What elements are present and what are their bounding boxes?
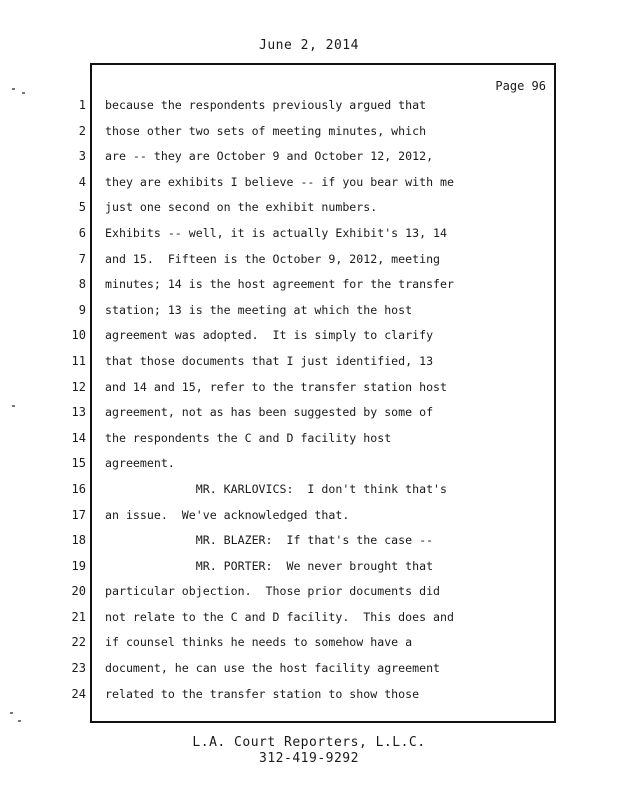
line-number: 23 [71, 661, 86, 676]
line-number: 4 [78, 174, 86, 189]
transcript-line: the respondents the C and D facility host [105, 430, 392, 445]
transcript-line: MR. BLAZER: If that's the case -- [105, 533, 434, 548]
page-header-date: June 2, 2014 [259, 38, 359, 53]
transcript-line: not relate to the C and D facility. This does and [105, 609, 455, 624]
transcript-line: if counsel thinks he needs to somehow have a [105, 635, 413, 650]
transcript-line: particular objection. Those prior documents did [105, 584, 441, 599]
line-number: 10 [71, 328, 86, 343]
transcript-line: agreement, not as has been suggested by some of [105, 405, 434, 420]
line-number: 8 [78, 277, 86, 292]
line-number: 14 [71, 430, 86, 445]
line-number: 9 [78, 302, 86, 317]
line-number: 3 [78, 149, 86, 164]
line-number: 19 [71, 558, 86, 573]
transcript-line: an issue. We've acknowledged that. [105, 507, 350, 522]
transcript-line: station; 13 is the meeting at which the host [105, 302, 413, 317]
transcript-line: that those documents that I just identified, 13 [105, 353, 434, 368]
line-number-column [50, 93, 86, 707]
page-footer [0, 735, 618, 767]
line-number: 20 [71, 584, 86, 599]
scan-speck [12, 88, 15, 90]
line-number: 22 [71, 635, 86, 650]
transcript-line: document, he can use the host facility agreement [105, 661, 441, 676]
transcript-lines [105, 93, 545, 707]
line-number: 11 [71, 353, 86, 368]
transcript-line: agreement was adopted. It is simply to clarify [105, 328, 434, 343]
transcript-line: minutes; 14 is the host agreement for the transfer [105, 277, 455, 292]
line-number: 15 [71, 456, 86, 471]
scan-speck [18, 720, 21, 722]
scan-speck [22, 92, 25, 94]
transcript-line: and 14 and 15, refer to the transfer station host [105, 379, 448, 394]
transcript-line: because the respondents previously argued that [105, 98, 427, 112]
transcript-line: MR. KARLOVICS: I don't think that's [105, 481, 448, 496]
line-number: 12 [71, 379, 86, 394]
transcript-line: and 15. Fifteen is the October 9, 2012, meeting [105, 251, 441, 266]
line-number: 2 [78, 123, 86, 138]
transcript-line: agreement. [105, 456, 175, 471]
footer-phone: 312-419-9292 [259, 751, 359, 766]
line-number: 21 [71, 609, 86, 624]
line-number: 13 [71, 405, 86, 420]
line-number: 1 [78, 98, 86, 112]
transcript-line: Exhibits -- well, it is actually Exhibit's 13, 14 [105, 225, 448, 240]
line-number: 7 [78, 251, 86, 266]
transcript-line: MR. PORTER: We never brought that [105, 558, 434, 573]
line-number: 24 [71, 686, 86, 701]
scan-speck [10, 712, 13, 714]
transcript-line: those other two sets of meeting minutes, which [105, 123, 427, 138]
page-number-label: Page 96 [495, 79, 546, 93]
line-number: 17 [71, 507, 86, 522]
line-number: 18 [71, 533, 86, 548]
transcript-line: just one second on the exhibit numbers. [105, 200, 378, 215]
transcript-line: they are exhibits I believe -- if you bear with me [105, 174, 455, 189]
footer-company: L.A. Court Reporters, L.L.C. [192, 735, 426, 750]
scan-speck [12, 405, 15, 407]
transcript-line: related to the transfer station to show those [105, 686, 420, 701]
line-number: 16 [71, 481, 86, 496]
transcript-line: are -- they are October 9 and October 12, 2012, [105, 149, 434, 164]
line-number: 6 [78, 225, 86, 240]
line-number: 5 [78, 200, 86, 215]
